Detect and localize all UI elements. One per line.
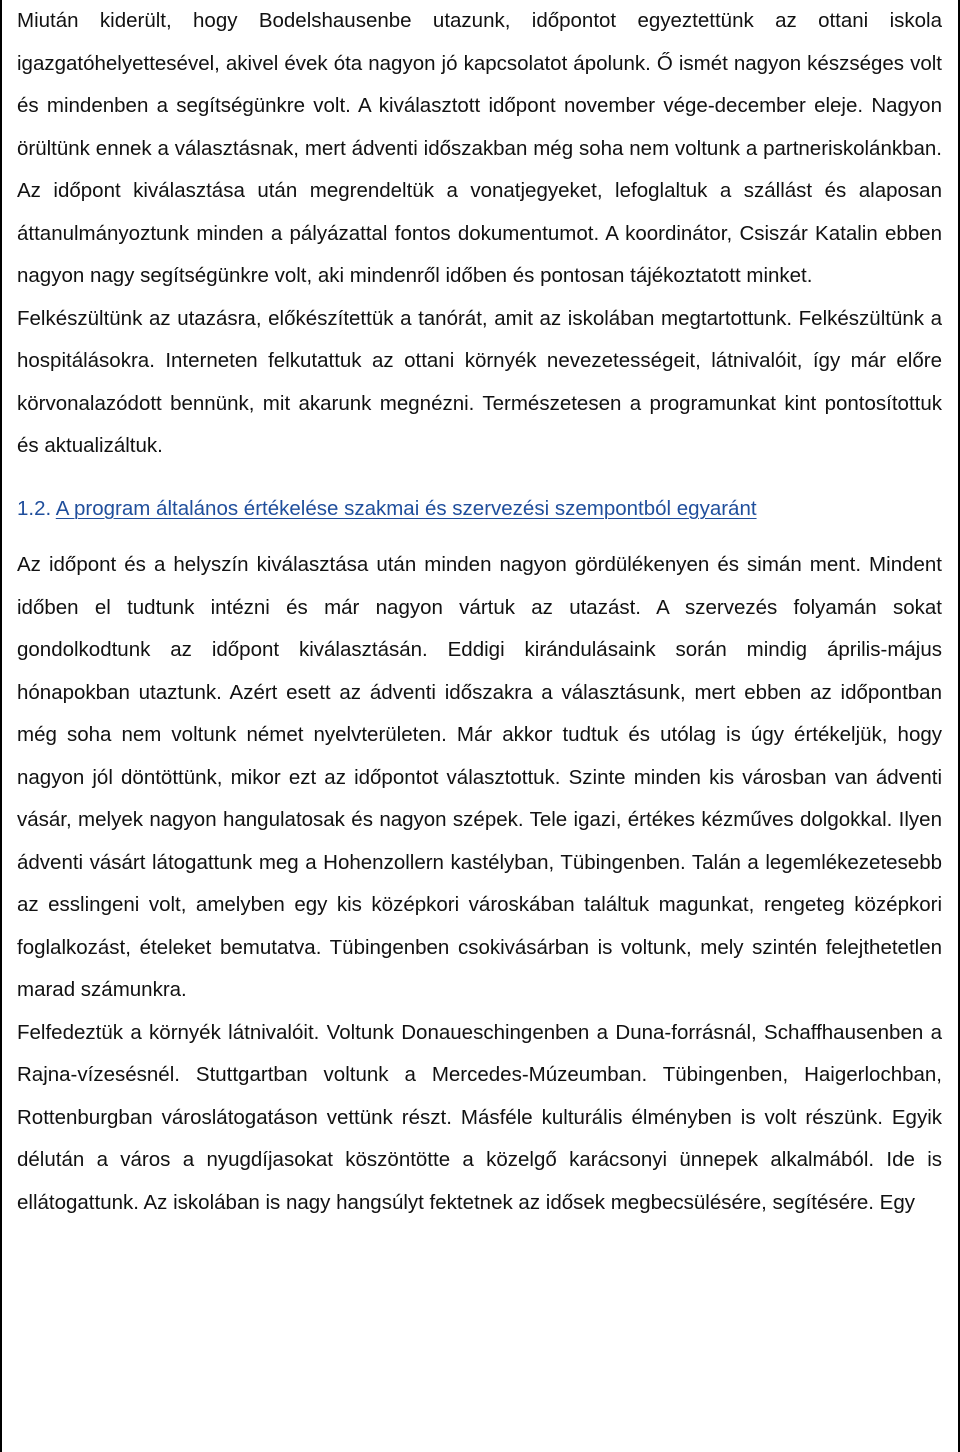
- section-title: A program általános értékelése szakmai és szervezési szempontból egyaránt: [55, 496, 757, 520]
- body-paragraph-1: Miután kiderült, hogy Bodelshausenbe utazunk, időpontot egyeztettünk az ottani iskola igazgatóhelyettesével, akivel évek óta nagyon jó kapcsolatot ápolunk. Ő ismét nagyon készséges volt és mindenben a segítségünkre volt. A kiválasztott időpont november vége-december eleje. Nagyon örültünk ennek a választásnak, mert ádventi időszakban még soha nem voltunk a partneriskolánkban. Az időpont kiválasztása után megrendeltük a vonatjegyeket, lefoglaltuk a szállást és alaposan áttanulmányoztunk minden a pályázattal fontos dokumentumot. A koordinátor, Csiszár Katalin ebben nagyon nagy segítségünkre volt, aki mindenről időben és pontosan tájékoztatott minket.: [17, 9, 942, 287]
- body-paragraph-2: Felkészültünk az utazásra, előkészítettük a tanórát, amit az iskolában megtartottunk. Felkészültünk a hospitálásokra. Interneten felkutattuk az ottani környék nevezetességeit, látnivalóit, így már előre körvonalazódott bennünk, mit akarunk megnézni. Természetesen a programunkat kint pontosítottuk és aktualizáltuk.: [17, 306, 942, 457]
- section-number: 1.2.: [17, 496, 52, 520]
- spacer: [17, 530, 942, 544]
- body-paragraph-3: Az időpont és a helyszín kiválasztása után minden nagyon gördülékenyen és simán ment. Mindent időben el tudtunk intézni és már nagyon vártuk az utazást. A szervezés folyamán sokat gondolkodtunk az időpont kiválasztásán. Eddigi kirándulásaink során mindig április-május hónapokban utaztunk. Azért esett az ádventi időszakra a választásunk, mert ebben az időpontban még soha nem voltunk német nyelvterületen. Már akkor tudtuk és utólag is úgy értékeljük, hogy nagyon jól döntöttünk, mikor ezt az időpontot választottuk. Szinte minden kis városban van ádventi vásár, melyek nagyon hangulatosak és nagyon szépek. Tele igazi, értékes kézműves dolgokkal. Ilyen ádventi vásárt látogattunk meg a Hohenzollern kastélyban, Tübingenben. Talán a legemlékezetesebb az esslingeni volt, amelyben egy kis középkori városkában találtuk magunkat, rengeteg középkori foglalkozást, ételeket bemutatva. Tübingenben csokivásárban is voltunk, mely szintén felejthetetlen marad számunkra.: [17, 553, 942, 1001]
- spacer: [17, 468, 942, 488]
- body-paragraph-4: Felfedeztük a környék látnivalóit. Voltunk Donaueschingenben a Duna-forrásnál, Schaffhausenben a Rajna-vízesésnél. Stuttgartban voltunk a Mercedes-Múzeumban. Tübingenben, Haigerlochban, Rottenburgban városlátogatáson vettünk részt. Másféle kulturális élményben is volt részünk. Egyik délután a város a nyugdíjasokat köszöntötte a közelgő karácsonyi ünnepek alkalmából. Ide is ellátogattunk. Az iskolában is nagy hangsúlyt fektetnek az idősek megbecsülésére, segítésére. Egy: [17, 1020, 942, 1214]
- section-heading: [17, 488, 942, 531]
